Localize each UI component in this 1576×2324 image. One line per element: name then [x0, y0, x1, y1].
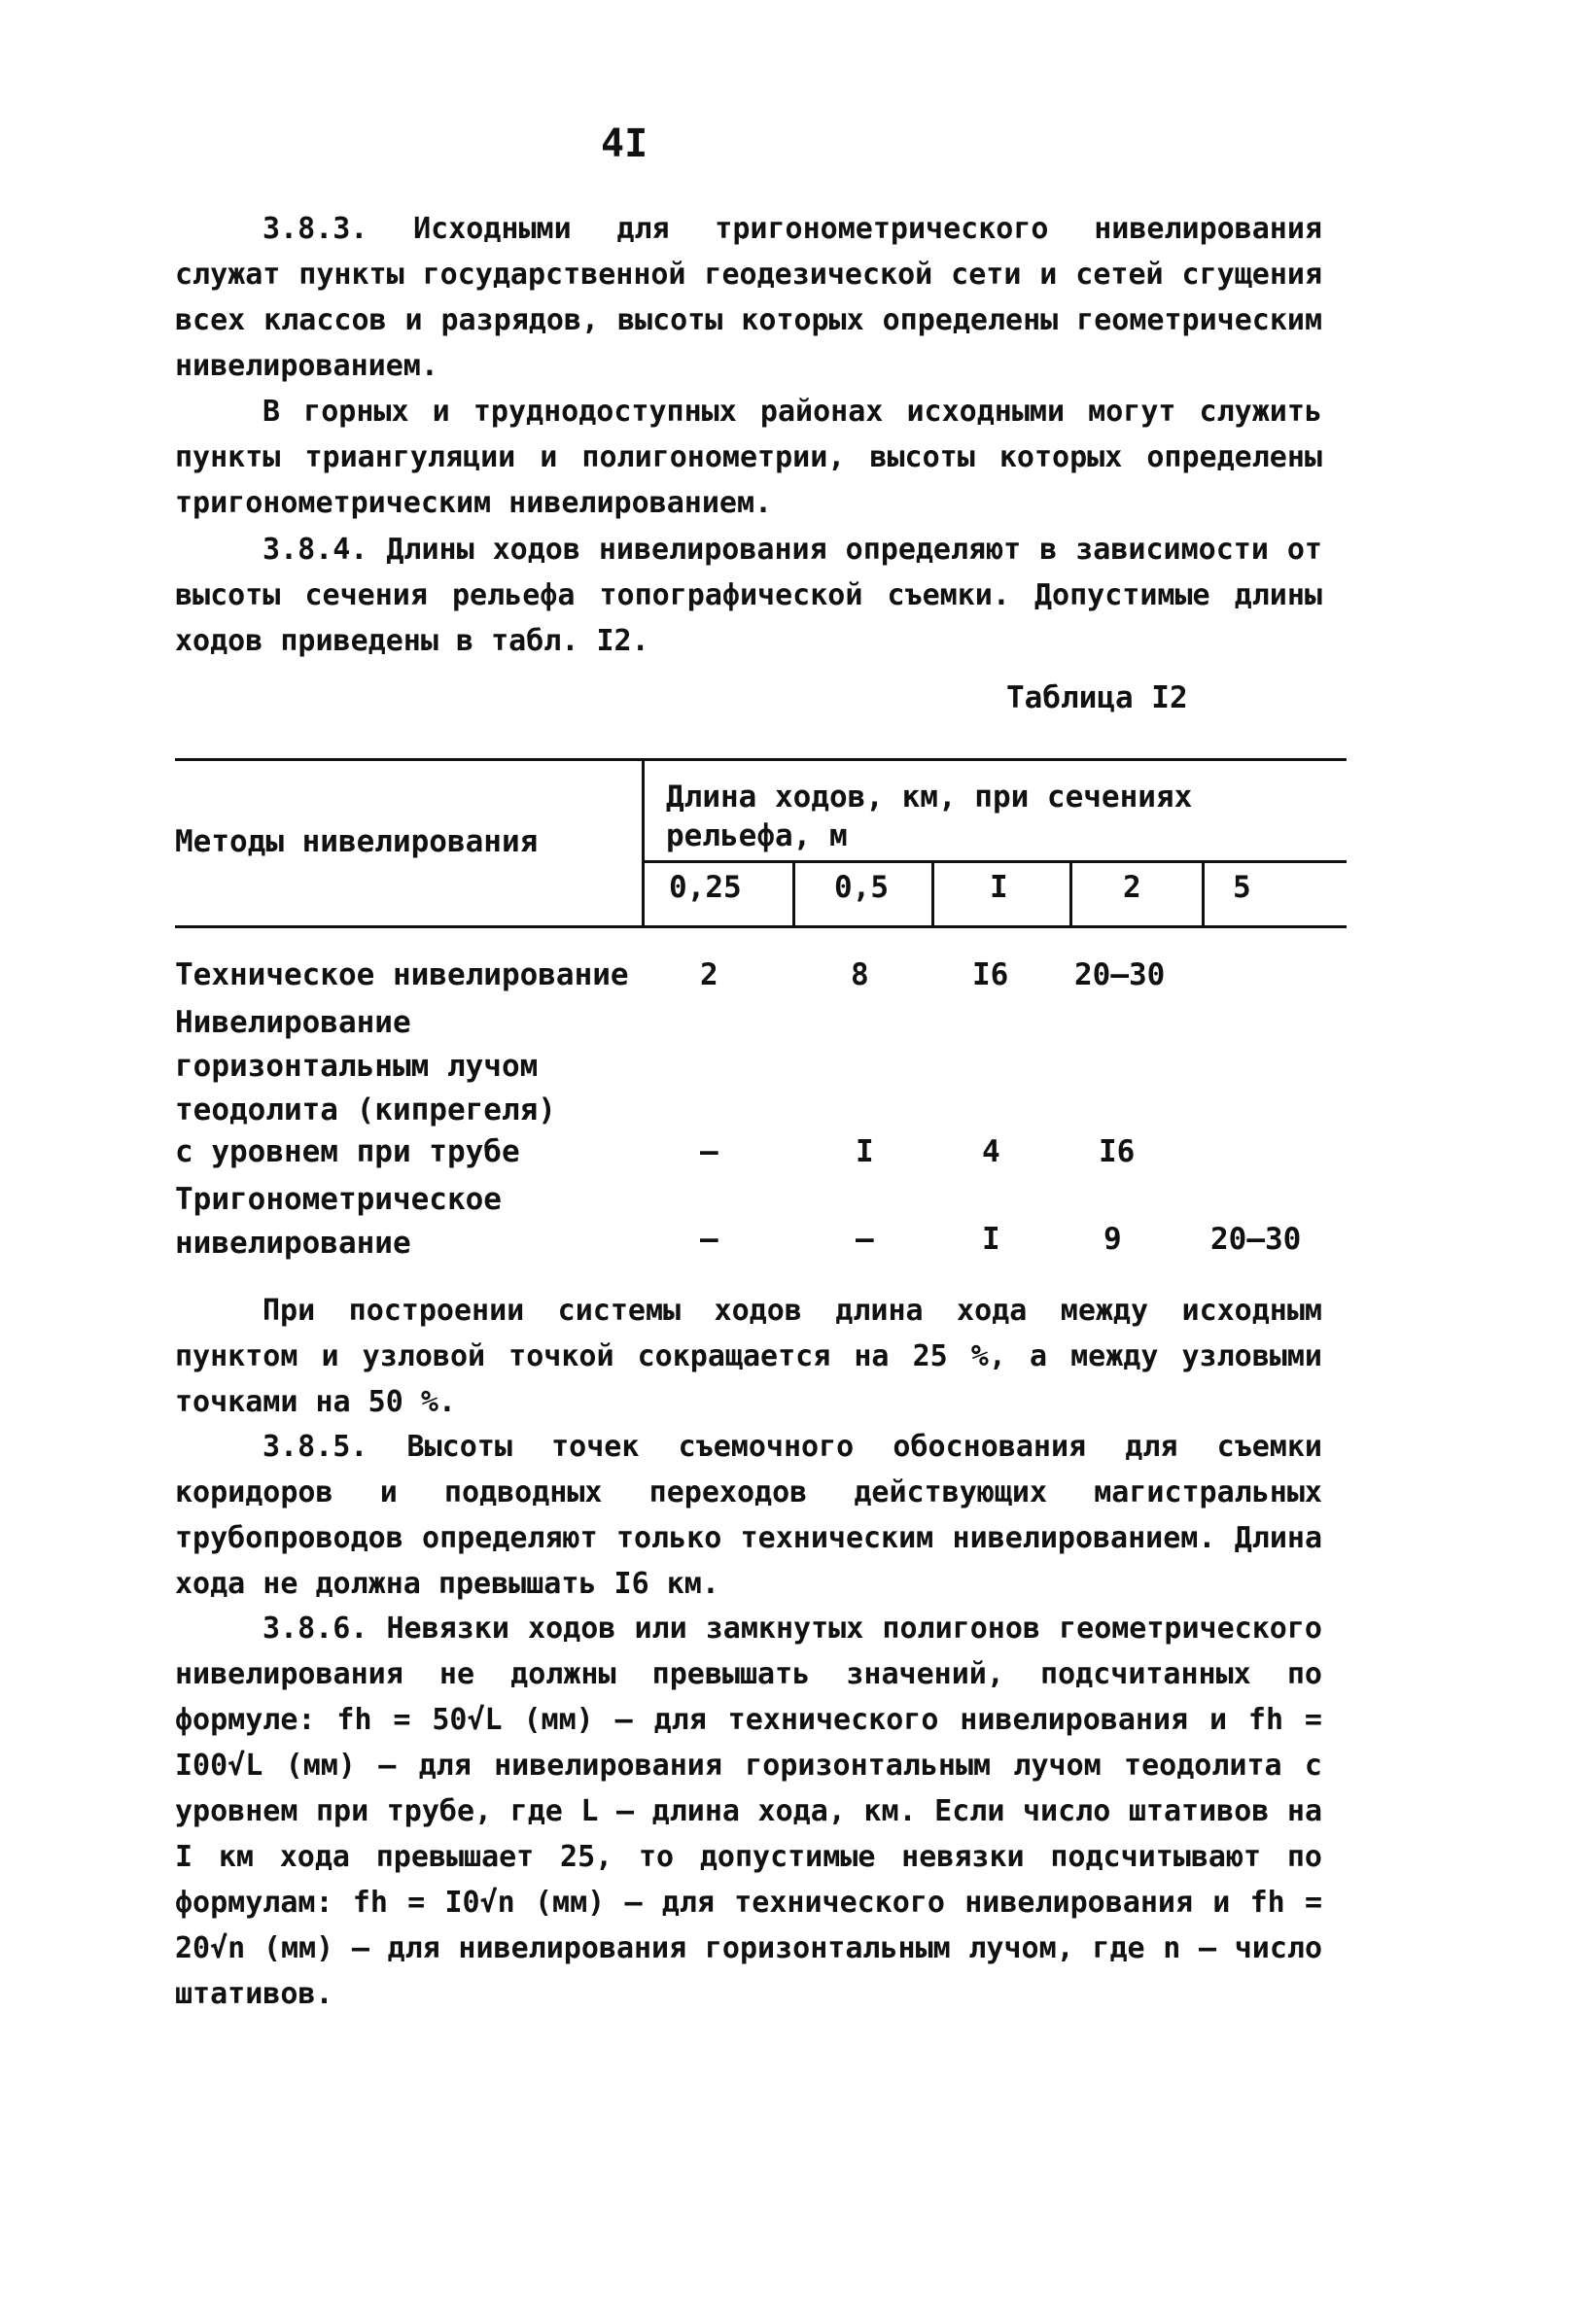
- table-subheader-2: 2: [1123, 870, 1141, 905]
- paragraph-node-reduction: При построении системы ходов длина хода между исходным пунктом и узловой точкой сокращается на 25 %, а между узловыми точками на 50 %.: [175, 1294, 1322, 1419]
- table-col-divider-1: [792, 860, 795, 925]
- table-header-bottom-rule: [175, 925, 1347, 928]
- table-cell: –: [700, 1222, 718, 1257]
- table-cell: 20–30: [1074, 957, 1166, 992]
- table-cell: 4: [982, 1134, 1000, 1169]
- paragraph-3-8-5: 3.8.5. Высоты точек съемочного обоснования для съемки коридоров и подводных переходов действующих магистральных трубопроводов определяют только техническим нивелированием. Длина хода не должна превышать I6 км.: [175, 1430, 1322, 1601]
- table-header-method: Методы нивелирования: [175, 824, 539, 859]
- table-col-divider-3: [1069, 860, 1072, 925]
- table-row-level-label: с уровнем при трубе: [175, 1134, 520, 1169]
- table-cell: –: [856, 1222, 874, 1257]
- table-cell: –: [700, 1134, 718, 1169]
- table-header-length: Длина ходов, км, при сечениях рельефа, м: [666, 780, 1193, 853]
- table-method-divider: [642, 758, 645, 925]
- table-subheader-5: 5: [1233, 870, 1251, 905]
- paragraph-3-8-6: 3.8.6. Невязки ходов или замкнутых полигонов геометрического нивелирования не должны превышать значений, подсчитанных по формуле: fh = 50√L (мм) – для технического нивелирования и fh = I00√L (мм) – для нивелирования горизонтальным лучом теодолита с уровнем при трубе, где L – длина хода, км. Если число штативов на I км хода превышает 25, то допустимые невязки подсчитывают по формулам: fh = I0√n (мм) – для технического нивелирования и fh = 20√n (мм) – для нивелирования горизонтальным лучом, где n – число штативов.: [175, 1612, 1322, 2011]
- table-top-rule: [175, 758, 1347, 761]
- table-subheader-0-5: 0,5: [834, 870, 889, 905]
- table-subheader-0-25: 0,25: [669, 870, 742, 905]
- table-subheader-rule: [642, 860, 1347, 863]
- paragraph-3-8-4: 3.8.4. Длины ходов нивелирования определяют в зависимости от высоты сечения рельефа топографической съемки. Допустимые длины ходов приведены в табл. I2.: [175, 533, 1322, 658]
- table-cell: I: [982, 1222, 1000, 1257]
- table-cell: I: [856, 1134, 874, 1169]
- table-row-trig-label: Тригонометрическое нивелирование: [175, 1182, 502, 1261]
- page-number: 4I: [601, 121, 648, 166]
- table-cell: 20–30: [1210, 1222, 1302, 1257]
- table-subheader-1: I: [990, 870, 1008, 905]
- table-caption: Таблица I2: [1006, 680, 1188, 715]
- table-cell: 8: [851, 957, 869, 992]
- paragraph-mountain-areas: В горных и труднодоступных районах исходными могут служить пункты триангуляции и полигонометрии, высоты которых определены тригонометрическим нивелированием.: [175, 395, 1322, 520]
- table-col-divider-2: [931, 860, 934, 925]
- table-cell: I6: [972, 957, 1009, 992]
- table-col-divider-4: [1202, 860, 1205, 925]
- table-cell: 2: [700, 957, 718, 992]
- table-row-horizontal-label: Нивелирование горизонтальным лучом теодолита (кипрегеля): [175, 1005, 556, 1127]
- table-row-technical-label: Техническое нивелирование: [175, 957, 629, 992]
- table-cell: I6: [1099, 1134, 1136, 1169]
- paragraph-3-8-3: 3.8.3. Исходными для тригонометрического нивелирования служат пункты государственной геодезической сети и сетей сгущения всех классов и разрядов, высоты которых определены геометрическим нивелированием.: [175, 212, 1322, 383]
- table-cell: 9: [1103, 1222, 1122, 1257]
